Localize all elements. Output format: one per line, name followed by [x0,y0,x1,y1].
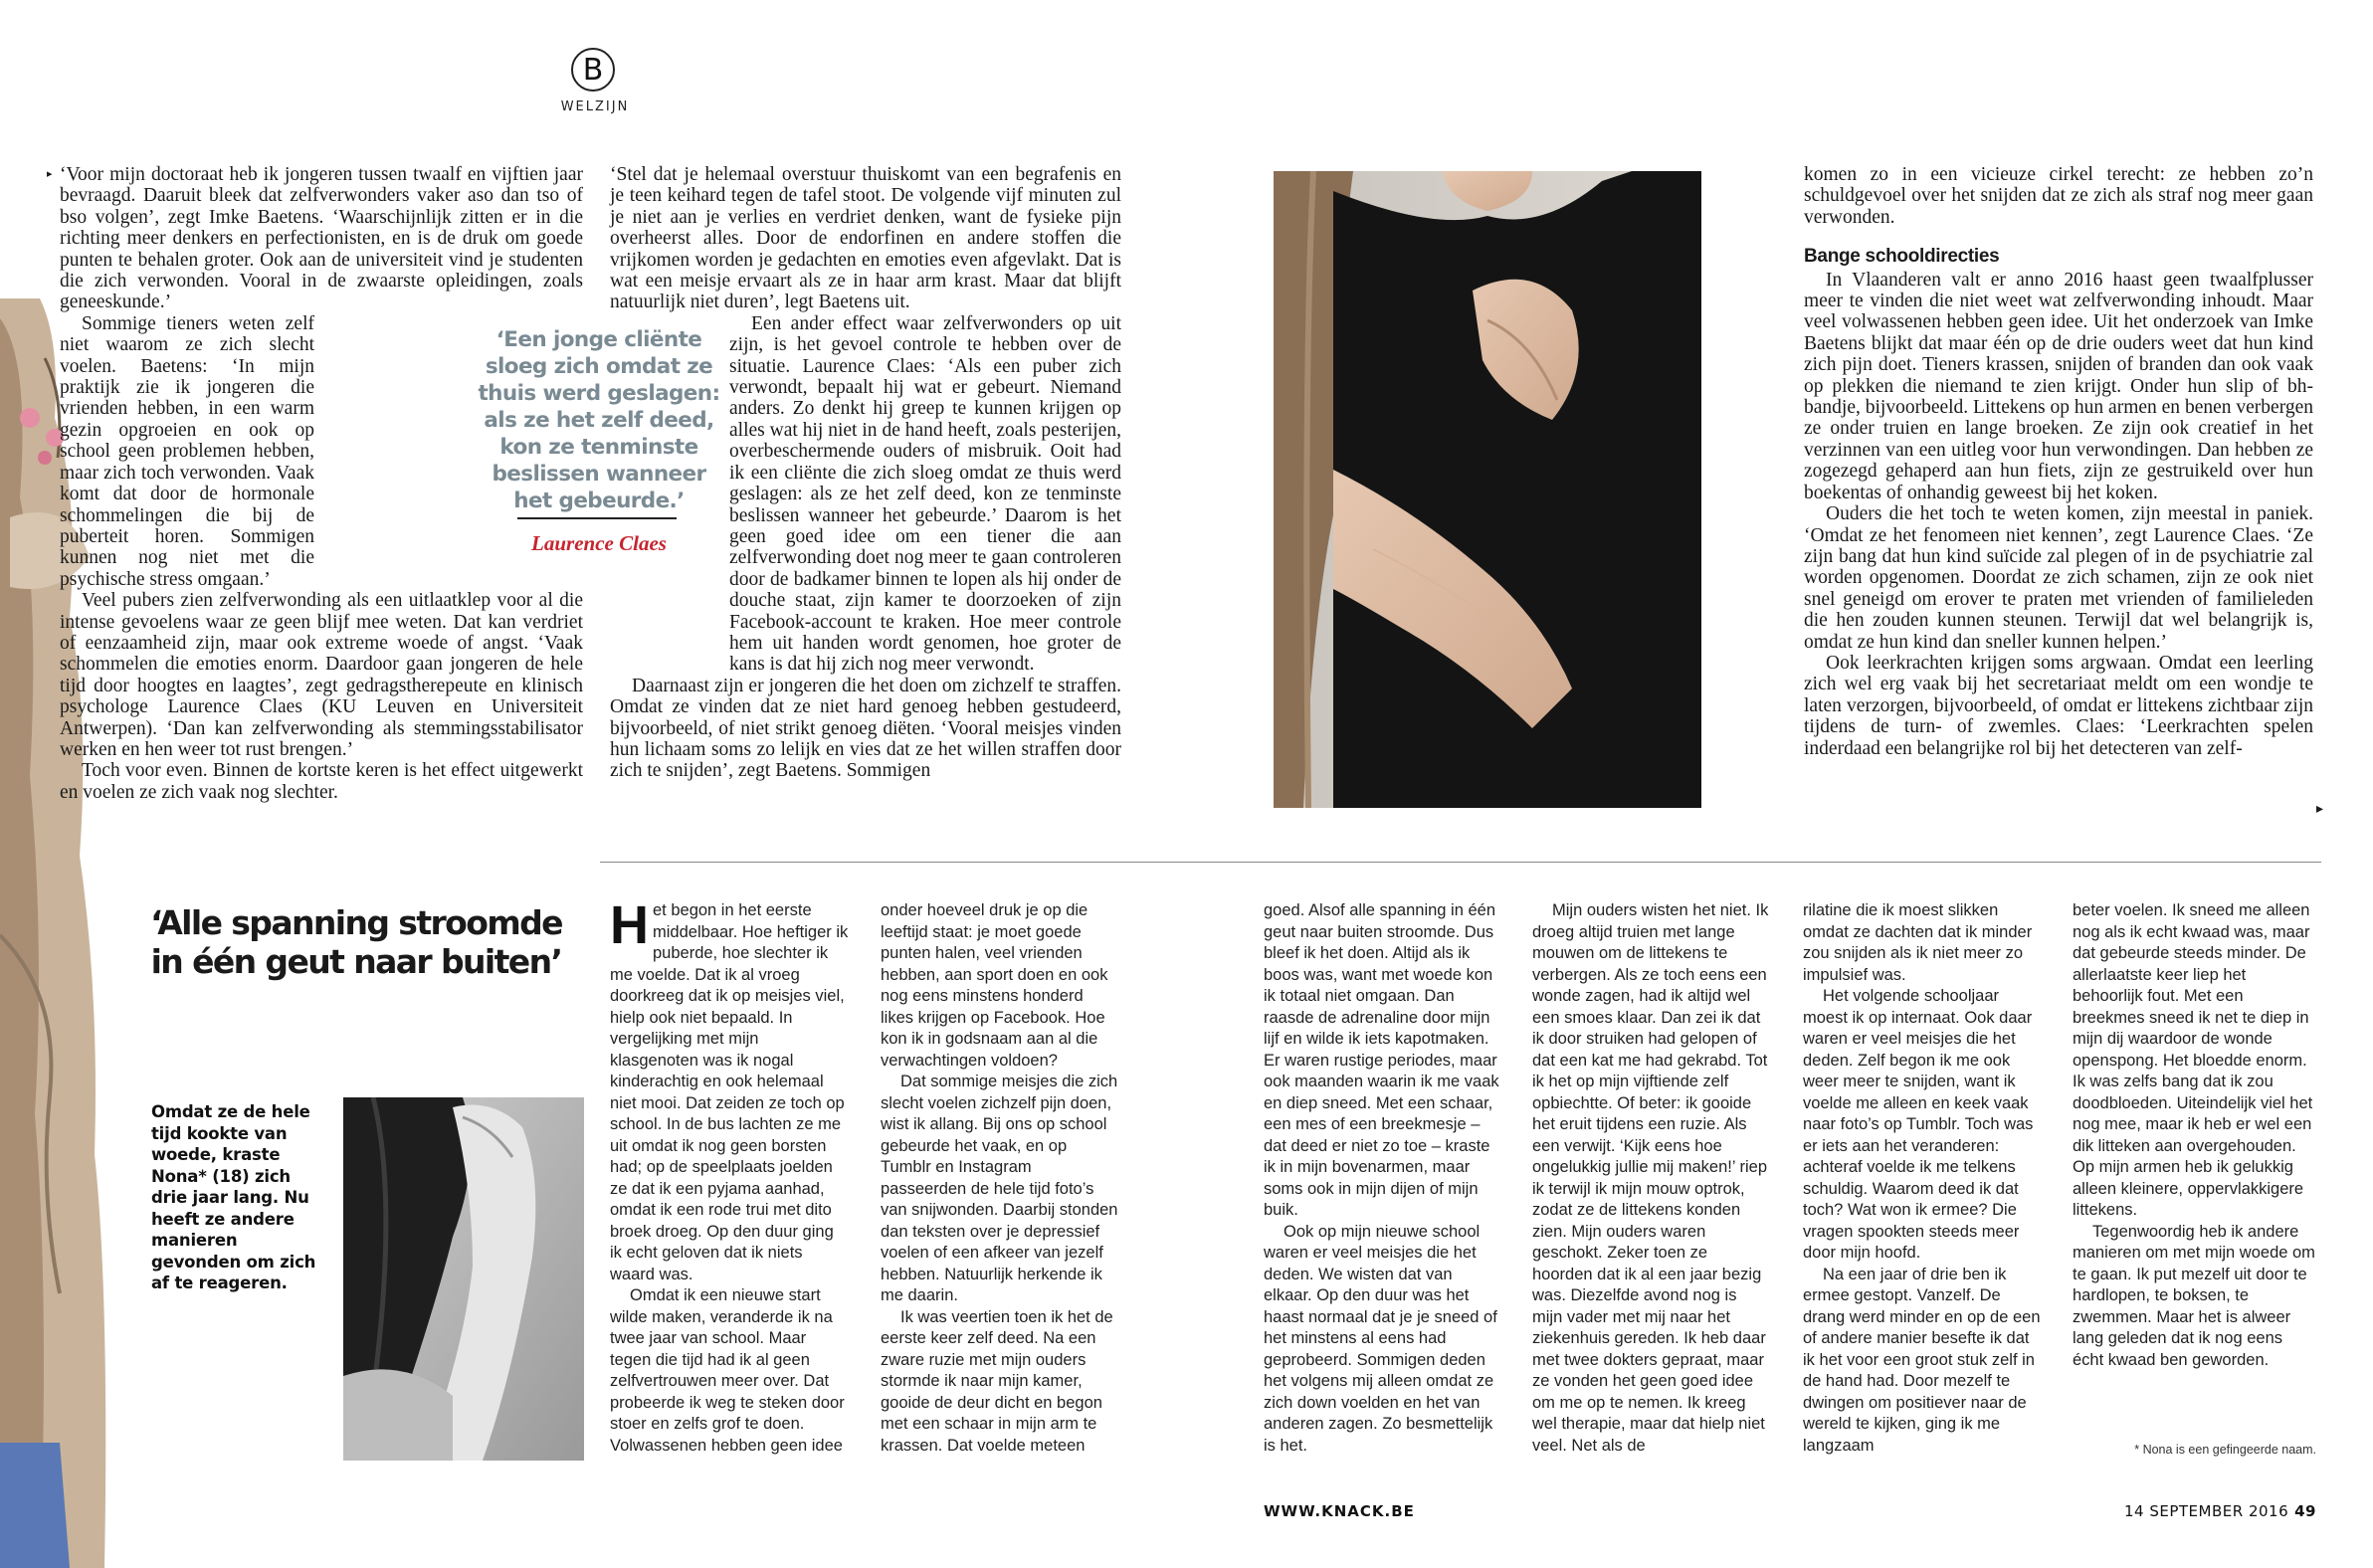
pull-quote-attribution: Laurence Claes [531,531,667,555]
box-column-4 [1532,900,1771,1457]
paragraph: ‘Stel dat je helemaal overstuur thuiskomt van een begrafenis en je teen keihard tegen de tafel stoot. De volgende vijf minuten zul je niet aan je verlies en verdriet denken, want de fysieke pijn overheerst alles. Door de endorfinen en andere stoffen die vrijkomen worden je gedachten en emoties even afgevlakt. Dat is wat een meisje ervaart als ze in haar arm krast. Maar dat blijft natuurlijk niet duren’, legt Baetens uit. [610,164,1121,313]
box-headline-line-2: in één geut naar buiten’ [150,942,562,981]
paragraph: Tegenwoordig heb ik andere manieren om met mijn woede om te gaan. Ik put mezelf uit door te hardlopen, te boksen, te zwemmen. Maar het is alweer lang geleden dat ik nog eens écht kwaad ben geworden. [2073,1222,2315,1369]
paragraph: Toch voor even. Binnen de kortste keren is het effect uitgewerkt en voelen ze zich vaak nog slechter. [60,760,583,803]
paragraph: komen zo in een vicieuze cirkel terecht: ze hebben zo’n schuldgevoel over het snijden dat ze zich als straf nog meer gaan verwonden. [1804,164,2313,228]
paragraph: onder hoeveel druk je op die leeftijd staat: je moet goede punten halen, veel vrienden hebben, aan sport doen en ook nog eens minstens honderd likes krijgen op Facebook. Hoe kon ik in godsnaam aan al die verwachtingen voldoen? [881,901,1108,1070]
box-column-2 [881,900,1119,1457]
paragraph: Een ander effect waar zelfverwonders op uit zijn, is het gevoel controle te hebben over de situatie. Laurence Claes: ‘Als een puber zich verwondt, bepaalt hij wat er gebeurt. Niemand anders. Zo denkt hij greep te kunnen krijgen op alles wat hij niet in de hand heeft, zoals pesterijen, overbeschermende ouders of misbruik. Ooit had ik een cliënte die zich sloeg omdat ze thuis werd geslagen: als ze het zelf deed, kon ze tenminste beslissen wanneer het gebeurde.’ Daarom is het geen goed idee om een tiener die aan zelfverwonding doet nog meer te gaan controleren door de badkamer binnen te lopen als hij onder de douche staat, zijn kamer te doorzoeken of zijn Facebook-account te kraken. Hoe meer controle hem uit handen wordt genomen, hoe groter de kans is dat hij zich nog meer verwondt. [729,312,1121,676]
box-column-6 [2073,900,2315,1371]
footer-date-page [2109,1502,2316,1520]
paragraph: ‘Voor mijn doctoraat heb ik jongeren tussen twaalf en vijftien jaar bevraagd. Daaruit bleek dat zelfverwonders vaker aso dan tso of bso volgen’, zegt Imke Baetens. ‘Waarschijnlijk zitten er in die richting meer denkers en perfectionisten, en is de druk om goede punten te behalen groter. Ook aan de universiteit vind je studenten die zich verwonden. Vooral in de zwaarste opleidingen, zoals geneeskunde.’ [60,164,583,313]
paragraph: Veel pubers zien zelfverwonding als een uitlaatklep voor al die intense gevoelens waar ze geen blijf mee weten. Dat kan verdriet of eenzaamheid zijn, maar ook extreme woede of angst. ‘Vaak schommelen die emoties enorm. Daardoor gaan jongeren de hele tijd door hoogtes en laagtes’, zegt gedragstherepeute en klinisch psychologe Laurence Claes (KU Leuven en Universiteit Antwerpen). ‘Dan kan zelfverwonding als stemmingsstabilisator werken en hen weer tot rust brengen.’ [60,590,583,760]
article-column-3 [1804,164,2313,821]
section-divider [600,862,2321,863]
continue-arrow-icon: ▸ [47,168,53,180]
paragraph: Ook leerkrachten krijgen soms argwaan. Omdat een leerling zich wel erg vaak bij het secretariaat meldt om een wondje te laten verzorgen, bijvoorbeeld, of omdat er littekens zichtbaar zijn tijdens de turn- of zwemles. Claes: ‘Leerkrachten spelen inderdaad een belangrijke rol bij het detecteren van zelf- [1804,652,2313,759]
box-column-3 [1264,900,1502,1457]
box-intro: Omdat ze de hele tijd kookte van woede, kraste Nona* (18) zich drie jaar lang. Nu heeft ze andere manieren gevonden om zich af te reageren. [151,1102,316,1292]
section-letter: B [582,52,604,88]
paragraph: Ik was veertien toen ik het de eerste keer zelf deed. Na een zware ruzie met mijn ouders stormde ik naar mijn kamer, gooide de deur dicht en begon met een schaar in mijn arm te krassen. Dat voelde meteen [881,1307,1113,1455]
paragraph: Daarnaast zijn er jongeren die het doen om zichzelf te straffen. Omdat ze vinden dat ze niet hard genoeg hebben gestudeerd, bijvoorbeeld, of niet strikt genoeg diëten. ‘Vooral meisjes vinden hun lichaam soms zo lelijk en vies dat ze het willen straffen door zich te snijden’, zegt Baetens. Sommigen [610,675,1121,782]
paragraph: rilatine die ik moest slikken omdat ze dachten dat ik minder zou snijden als ik niet meer zo impulsief was. [1803,901,2033,984]
footnote: * Nona is een gefingeerde naam. [2134,1443,2316,1457]
paragraph-text: et begon in het eerste middelbaar. Hoe heftiger ik puberde, hoe slechter ik me voelde. Dat ik al vroeg doorkreeg dat ik op meisjes viel, hielp ook niet bepaald. In vergelijking met mijn klasgenoten was ik nogal kinderachtig en ook helemaal niet mooi. Dat zeiden ze toch op school. In de bus lachten ze me uit omdat ik nog geen borsten had; op de speelplaats joelden ze dat ik een pyjama aanhad, omdat ik een rode trui met dito broek droeg. Op den duur ging ik echt geloven dat ik niets waard was. [610,901,849,1283]
pull-quote: ‘Een jonge cliënte sloeg zich omdat ze thuis werd geslagen: als ze het zelf deed, kon ze tenminste beslissen wanneer het gebeurde.’ [478,327,720,513]
box-headline-line-1: ‘Alle spanning stroomde [150,903,562,942]
paragraph: Na een jaar of drie ben ik ermee gestopt. Vanzelf. De drang werd minder en op de een of andere manier besefte ik dat ik het voor een groot stuk zelf in de hand had. Door mezelf te dwingen om positiever naar de wereld te kijken, ging ik me langzaam [1803,1265,2041,1455]
paragraph: Het volgende schooljaar moest ik op internaat. Ook daar waren er veel meisjes die het deden. Zelf begon ik me ook weer meer te snijden, want ik voelde me alleen en keek vaak naar foto’s op Tumblr. Toch was er iets aan het veranderen: achteraf voelde ik me telkens schuldig. Waarom deed ik dat toch? Wat won ik ermee? Die vragen spookten steeds meer door mijn hoofd. [1803,987,2034,1262]
paragraph: goed. Alsof alle spanning in één geut naar buiten stroomde. Dus bleef ik het doen. Altijd als ik boos was, want met woede kon ik totaal niet omgaan. Dan raasde de adrenaline door mijn lijf en wilde ik iets kapotmaken. Er waren rustige periodes, maar ook maanden waarin ik me vaak en diep sneed. Met een schaar, een mes of een breekmesje – dat deed er niet zo toe – kraste ik in mijn bovenarmen, maar soms ook in mijn dijen of mijn buik. [1264,901,1499,1219]
paragraph: Ook op mijn nieuwe school waren er veel meisjes die het deden. We wisten dat van elkaar. Op den duur was het haast normaal dat je je sneed of het minstens al eens had geprobeerd. Sommigen deden het volgens mij alleen omdat ze zich down voelden en het van anderen zagen. Zo besmettelijk is het. [1264,1222,1497,1455]
continue-arrow-icon: ▸ [2316,802,2324,817]
drop-cap: H [610,895,649,955]
footer-date: 14 SEPTEMBER 2016 [2124,1502,2289,1520]
box-column-5 [1803,900,2042,1457]
paragraph: Omdat ik een nieuwe start wilde maken, veranderde ik na twee jaar van school. Maar tegen die tijd had ik al geen zelfvertrouwen meer over. Dat probeerde ik weg te steken door stoer en zelfs grof te doen. Volwassenen hebben geen idee [610,1286,845,1455]
paragraph: In Vlaanderen valt er anno 2016 haast geen twaalfplusser meer te vinden die niet weet wat zelfverwonding inhoudt. Maar veel volwassenen hebben geen idee. Uit het onderzoek van Imke Baetens blijkt dat maar één op de drie ouders weet dat hun kind zich pijn doet. Tieners krassen, snijden of branden dan ook vaak op plekken die niemand te zien krijgt. Onder hun slip of bh-bandje, bijvoorbeeld. Littekens op hun armen en benen verbergen ze onder truien en lange broeken. Ze zijn ook creatief in het verzinnen van een uitleg voor hun verwondingen. Dan hebben ze zogezegd gehaperd aan hun fiets, zijn ze gestruikeld over hun boekentas of onhandig geweest bij het koken. [1804,269,2313,503]
box-column-1 [610,895,849,1457]
subheading: Bange schooldirecties [1804,246,2000,268]
section-label: WELZIJN [560,99,630,114]
article-photo-girl-black-shirt [1274,171,1701,808]
section-badge [571,48,615,92]
footer-url[interactable]: WWW.KNACK.BE [1264,1502,1415,1520]
paragraph [610,895,849,1285]
paragraph: Mijn ouders wisten het niet. Ik droeg altijd truien met lange mouwen om de littekens te verbergen. Als ze toch eens een wonde zagen, had ik altijd wel een smoes klaar. Dan zei ik dat ik door struiken had gelopen of dat een kat me had gekrabd. Tot ik het op mijn vijftiende zelf opbiechtte. Of beter: ik gooide het eruit tijdens een ruzie. Als een verwijt. ‘Kijk eens hoe ongelukkig jullie mij maken!’ riep ik terwijl ik mijn mouw optrok, zodat ze de littekens konden zien. Mijn ouders waren geschokt. Zeker toen ze hoorden dat ik al een jaar bezig was. Diezelfde avond nog is mijn vader met mij naar het ziekenhuis gereden. Ik heb daar met twee dokters gepraat, maar ze vonden het geen goed idee om me op te nemen. Ik kreeg wel therapie, maar dat hielp niet veel. Net als de [1532,901,1769,1455]
paragraph: Ouders die het toch te weten komen, zijn meestal in paniek. ‘Omdat ze het fenomeen niet kennen’, zegt Laurence Claes. ‘Ze zijn bang dat hun kind suïcide zal plegen of in de psychiatrie zal worden opgenomen. Doordat ze zich schamen, zijn ze ook niet snel geneigd om erover te praten met vrienden of familieleden die hen zouden kunnen steunen. Terwijl dat wel belangrijk is, omdat ze hun kind dan sneller kunnen helpen.’ [1804,503,2313,653]
paragraph: Sommige tieners weten zelf niet waarom ze zich slecht voelen. Baetens: ‘In mijn praktijk zie ik jongeren die vrienden hebben, in een warm gezin opgroeien en ook op school geen problemen hebben, maar zich toch verwonden. Vaak komt dat door de hormonale schommelingen die bij de puberteit horen. Sommigen kunnen nog niet met die psychische stress omgaan.’ [60,312,314,590]
box-headline [147,903,565,981]
box-photo-girl-hand-on-head [343,1097,584,1461]
paragraph: Dat sommige meisjes die zich slecht voelen zichzelf pijn doen, wist ik allang. Bij ons op school gebeurde het vaak, en op Tumblr en Instagram passeerden de hele tijd foto’s van snijwonden. Daarbij stonden dan teksten over je depressief voelen of een afkeer van jezelf hebben. Natuurlijk herkende ik me daarin. [881,1073,1118,1304]
paragraph: beter voelen. Ik sneed me alleen nog als ik echt kwaad was, maar dat gebeurde steeds minder. De allerlaatste keer liep het behoorlijk fout. Met een breekmes sneed ik net te diep in mijn dij waardoor de wonde openspong. Het bloedde enorm. Ik was zelfs bang dat ik zou doodbloeden. Uiteindelijk viel het nog mee, maar ik heb er wel een dik litteken aan overgehouden. Op mijn armen heb ik gelukkig alleen kleinere, oppervlakkigere littekens. [2073,901,2313,1219]
article-column-2 [610,164,1121,821]
page-number: 49 [2294,1502,2316,1520]
